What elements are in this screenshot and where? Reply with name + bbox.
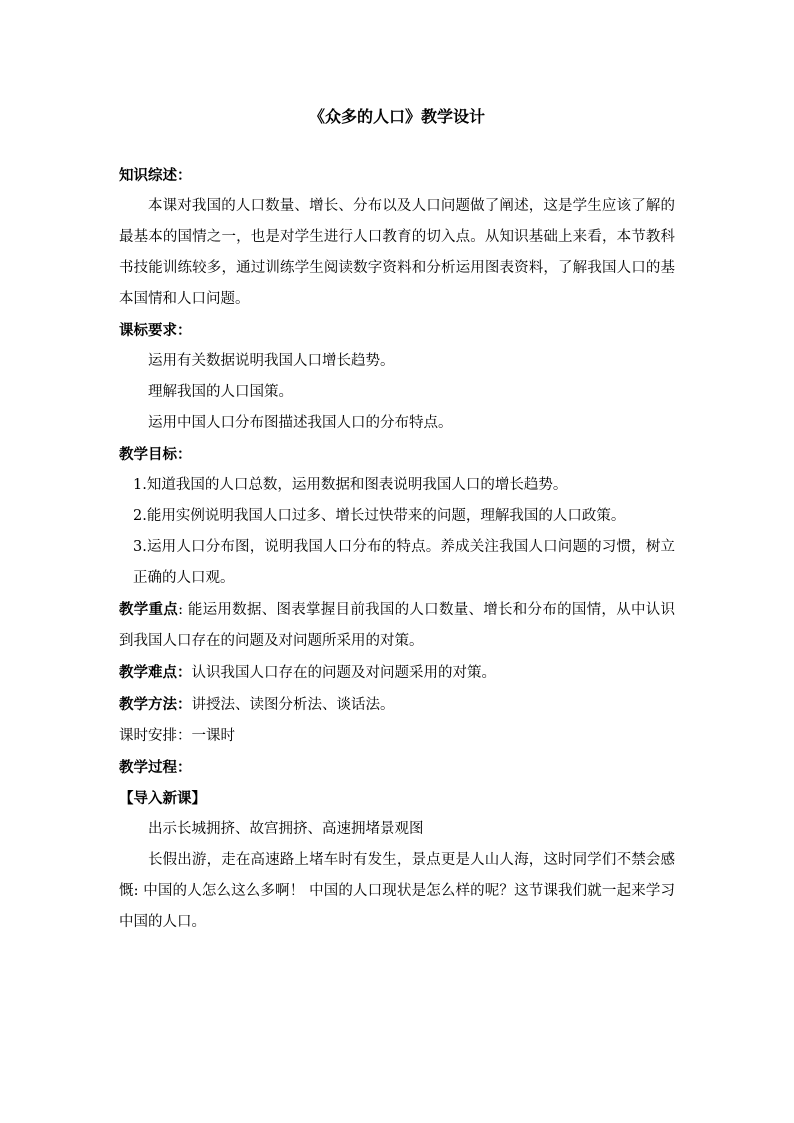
difficulties-label: 教学难点： [119, 664, 192, 681]
goals-item: 1.知道我国的人口总数，运用数据和图表说明我国人口的增长趋势。 [133, 477, 568, 493]
document-body [119, 160, 675, 938]
difficulties-paragraph [119, 657, 675, 689]
methods-label: 教学方法： [119, 696, 192, 713]
goals-heading: 教学目标： [119, 446, 192, 463]
intro-paragraph: 出示长城拥挤、故宫拥挤、高速拥堵景观图 [148, 821, 424, 837]
schedule-line: 课时安排：一课时 [119, 728, 235, 744]
knowledge-paragraph: 本课对我国的人口数量、增长、分布以及人口问题做了阐述，这是学生应该了解的最基本的国情之一，也是对学生进行人口教育的切入点。从知识基础上来看，本节教科书技能训练较多，通过训练学生阅读数字资料和分析运用图表资料，了解我国人口的基本国情和人口问题。 [119, 198, 675, 307]
standards-heading: 课标要求： [119, 322, 192, 339]
standards-item: 运用有关数据说明我国人口增长趋势。 [148, 353, 395, 369]
intro-section-heading: 【导入新课】 [119, 790, 206, 807]
goals-item: 3.运用人口分布图，说明我国人口分布的特点。养成关注我国人口问题的习惯，树立正确的人口观。 [133, 539, 675, 586]
goals-item: 2.能用实例说明我国人口过多、增长过快带来的问题，理解我国的人口政策。 [133, 508, 626, 524]
key-points-paragraph [119, 594, 675, 657]
standards-item: 运用中国人口分布图描述我国人口的分布特点。 [148, 415, 453, 431]
knowledge-heading: 知识综述： [119, 167, 192, 184]
key-points-label: 教学重点 [119, 601, 179, 618]
methods-text: 讲授法、读图分析法、谈话法。 [191, 697, 395, 713]
standards-item: 理解我国的人口国策。 [148, 384, 293, 400]
methods-paragraph [119, 689, 675, 721]
document-title: 《众多的人口》教学设计 [308, 107, 485, 126]
difficulties-text: 认识我国人口存在的问题及对问题采用的对策。 [191, 665, 496, 681]
process-heading: 教学过程： [119, 759, 192, 776]
key-points-text: : 能运用数据、图表掌握目前我国的人口数量、增长和分布的国情，从中认识到我国人口存在的问题及对问题所采用的对策。 [119, 602, 676, 649]
intro-paragraph: 长假出游，走在高速路上堵车时有发生，景点更是人山人海，这时同学们不禁会感慨: 中国的人怎么这么多啊！ 中国的人口现状是怎么样的呢？这节课我们就一起来学习中国的人口。 [119, 852, 675, 930]
